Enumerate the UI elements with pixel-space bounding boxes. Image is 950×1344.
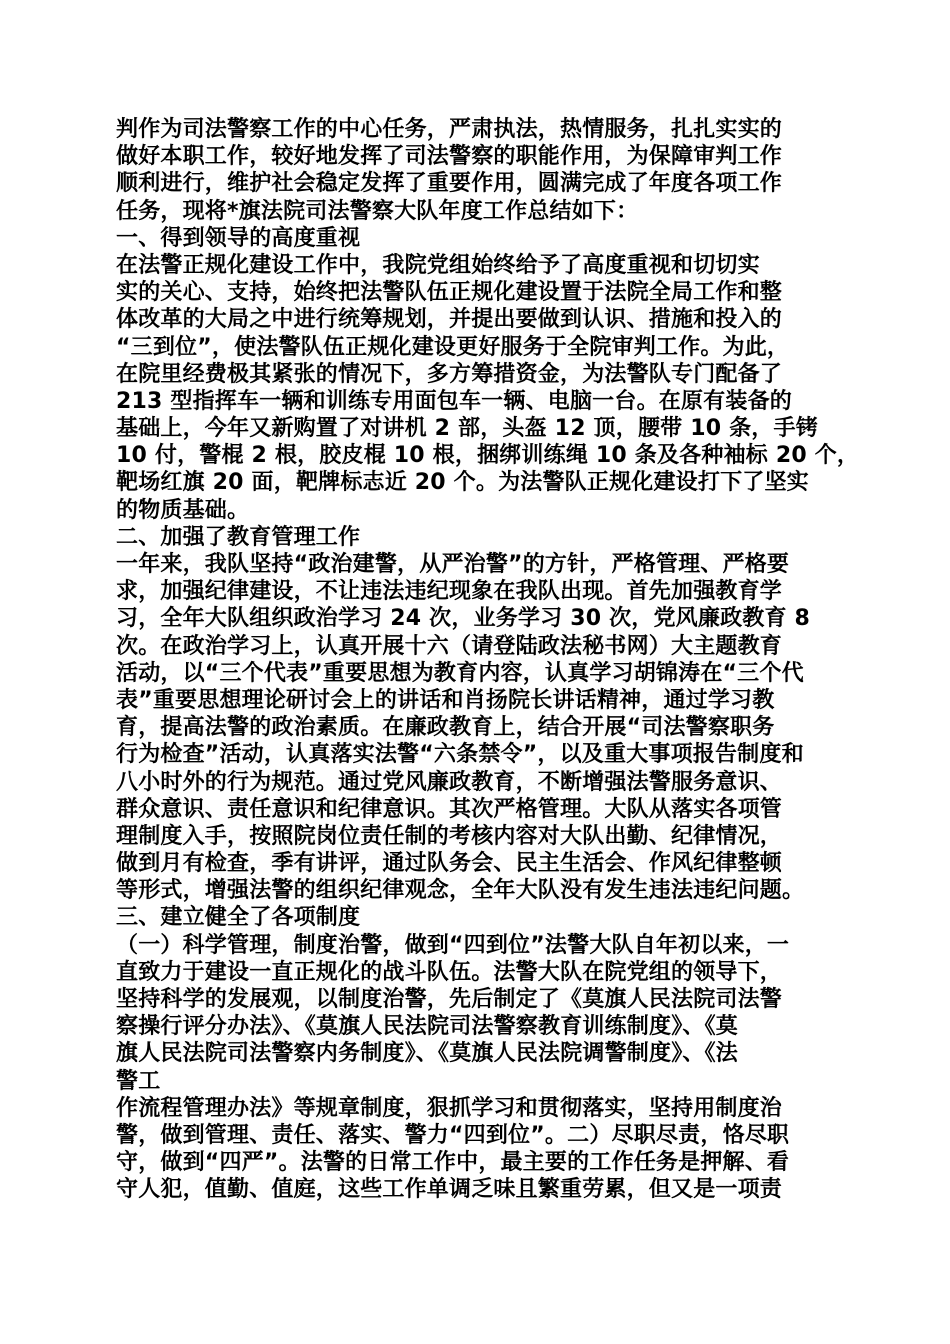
text-line: 察操行评分办法》、《莫旗人民法院司法警察教育训练制度》、《莫 <box>116 1014 739 1040</box>
text-line: 等形式，增强法警的组织纪律观念，全年大队没有发生违法违纪问题。 <box>116 878 805 904</box>
text-line: 做好本职工作，较好地发挥了司法警察的职能作用，为保障审判工作 <box>116 144 783 170</box>
text-line: 群众意识、责任意识和纪律意识。其次严格管理。大队从落实各项管 <box>116 796 783 822</box>
text-line: 求，加强纪律建设，不让违法违纪现象在我队出现。首先加强教育学 <box>116 579 783 605</box>
text-line: 体改革的大局之中进行统筹规划，并提出要做到认识、措施和投入的 <box>116 307 783 333</box>
text-line: 警，做到管理、责任、落实、警力“四到位”。二）尽职尽责，恪尽职 <box>116 1122 790 1148</box>
text-line: （一）科学管理，制度治警，做到“四到位”法警大队自年初以来，一 <box>116 932 790 958</box>
text-line: 旗人民法院司法警察内务制度》、《莫旗人民法院调警制度》、《法 <box>116 1041 739 1067</box>
text-line: 靶场红旗 20 面，靶牌标志近 20 个。为法警队正规化建设打下了坚实 <box>116 470 809 496</box>
text-line: 次。在政治学习上，认真开展十六（请登陆政法秘书网）大主题教育 <box>116 633 783 659</box>
section-heading-1: 一、得到领导的高度重视 <box>116 225 361 251</box>
text-line: 育，提高法警的政治素质。在廉政教育上，结合开展“司法警察职务 <box>116 715 775 741</box>
section-heading-3: 三、建立健全了各项制度 <box>116 905 361 931</box>
text-line: 直致力于建设一直正规化的战斗队伍。法警大队在院党组的领导下， <box>116 959 783 985</box>
text-line: 的物质基础。 <box>116 497 250 523</box>
document-body <box>116 116 860 1204</box>
text-line: 10 付，警棍 2 根，胶皮棍 10 根，捆绑训练绳 10 条及各种袖标 20 个， <box>116 443 860 469</box>
text-line: 守人犯，值勤、值庭，这些工作单调乏味且繁重劳累，但又是一项责 <box>116 1177 783 1203</box>
text-line: 作流程管理办法》等规章制度，狠抓学习和贯彻落实，坚持用制度治 <box>116 1095 783 1121</box>
text-line: 八小时外的行为规范。通过党风廉政教育，不断增强法警服务意识、 <box>116 769 783 795</box>
text-line: 任务，现将*旗法院司法警察大队年度工作总结如下： <box>116 198 639 224</box>
section-heading-2: 二、加强了教育管理工作 <box>116 524 361 550</box>
text-line: 一年来，我队坚持“政治建警，从严治警”的方针，严格管理、严格要 <box>116 552 790 577</box>
text-line: 活动，以“三个代表”重要思想为教育内容，认真学习胡锦涛在“三个代 <box>116 660 804 686</box>
text-line: 坚持科学的发展观，以制度治警，先后制定了《莫旗人民法院司法警 <box>116 987 783 1012</box>
text-line: 基础上，今年又新购置了对讲机 2 部，头盔 12 顶，腰带 10 条，手铐 <box>116 416 818 442</box>
text-line: 做到月有检查，季有讲评，通过队务会、民主生活会、作风纪律整顿 <box>116 851 783 877</box>
text-line: 在院里经费极其紧张的情况下，多方筹措资金，为法警队专门配备了 <box>116 361 783 387</box>
text-line: 行为检查”活动，认真落实法警“六条禁令”，以及重大事项报告制度和 <box>116 742 804 768</box>
text-line: “三到位”，使法警队伍正规化建设更好服务于全院审判工作。为此， <box>116 334 790 360</box>
text-line: 213 型指挥车一辆和训练专用面包车一辆、电脑一台。在原有装备的 <box>116 388 792 414</box>
text-line: 实的关心、支持，始终把法警队伍正规化建设置于法院全局工作和整 <box>116 280 783 306</box>
text-line: 表”重要思想理论研讨会上的讲话和肖扬院长讲话精神，通过学习教 <box>116 687 775 713</box>
text-line: 习，全年大队组织政治学习 24 次，业务学习 30 次，党风廉政教育 8 <box>116 606 811 632</box>
text-line: 判作为司法警察工作的中心任务，严肃执法，热情服务，扎扎实实的 <box>116 117 783 142</box>
text-line: 在法警正规化建设工作中，我院党组始终给予了高度重视和切切实 <box>116 252 760 278</box>
text-line: 守，做到“四严”。法警的日常工作中，最主要的工作任务是押解、看 <box>116 1150 790 1176</box>
text-line: 警工 <box>116 1068 161 1094</box>
text-line: 理制度入手，按照院岗位责任制的考核内容对大队出勤、纪律情况， <box>116 823 783 849</box>
text-line: 顺利进行，维护社会稳定发挥了重要作用，圆满完成了年度各项工作 <box>116 171 783 197</box>
